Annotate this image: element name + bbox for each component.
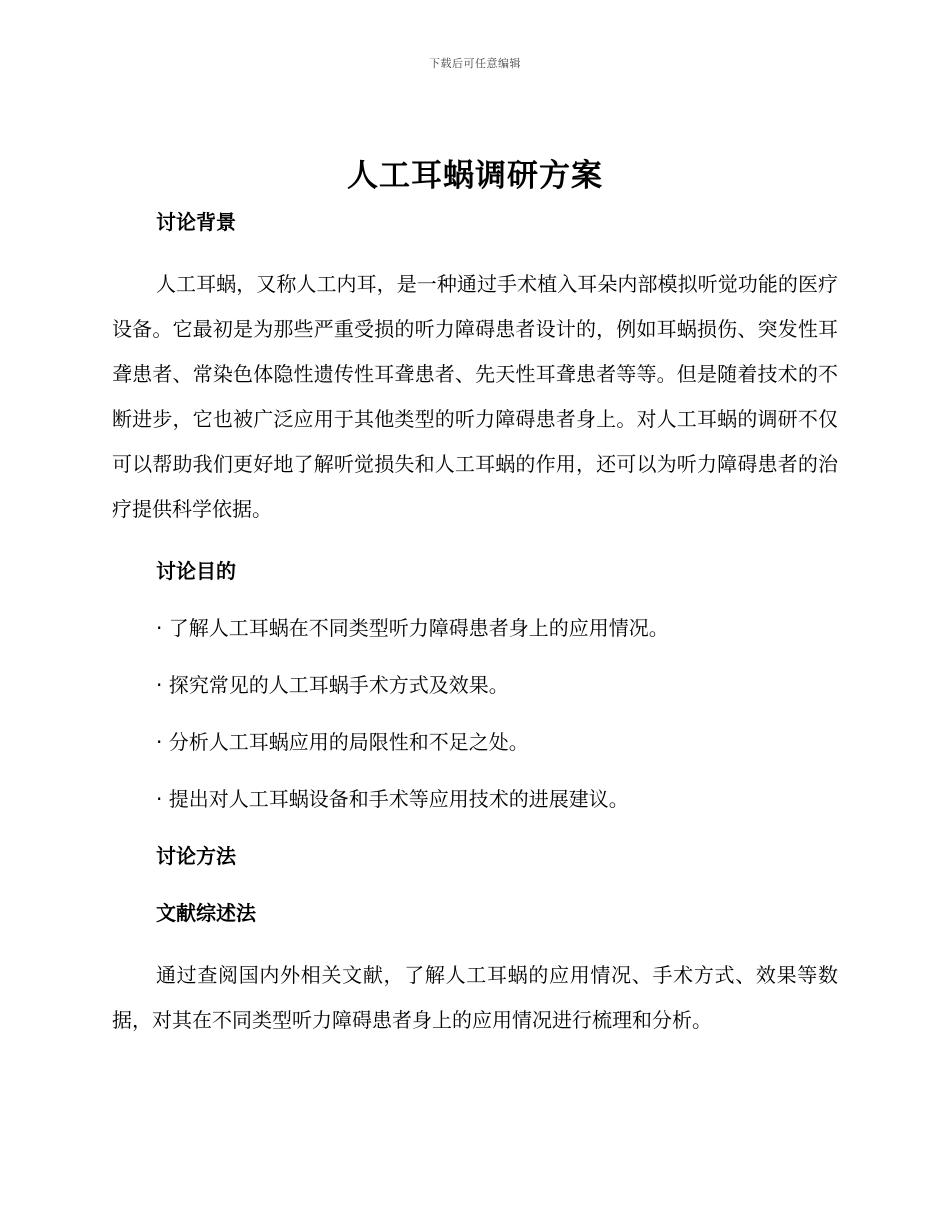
purpose-bullet-3: · 分析人工耳蜗应用的局限性和不足之处。 [156, 730, 529, 754]
purpose-bullet-2: · 探究常见的人工耳蜗手术方式及效果。 [156, 673, 509, 697]
purpose-bullet-4: · 提出对人工耳蜗设备和手术等应用技术的进展建议。 [156, 787, 629, 811]
subheading-literature-review: 文献综述法 [156, 901, 256, 925]
document-title: 人工耳蜗调研方案 [347, 158, 603, 194]
section-heading-method: 讨论方法 [156, 844, 236, 868]
section-heading-purpose: 讨论目的 [156, 559, 236, 583]
background-paragraph: 人工耳蜗，又称人工内耳，是一种通过手术植入耳朵内部模拟听觉功能的医疗设备。它最初是为那些严重受损的听力障碍患者设计的，例如耳蜗损伤、突发性耳聋患者、常染色体隐性遗传性耳聋患者、先天性耳聋患者等等。但是随着技术的不断进步，它也被广泛应用于其他类型的听力障碍患者身上。对人工耳蜗的调研不仅可以帮助我们更好地了解听觉损失和人工耳蜗的作用，还可以为听力障碍患者的治疗提供科学依据。 [112, 272, 838, 521]
header-note: 下载后可任意编辑 [429, 57, 521, 70]
document-body [112, 204, 838, 1043]
purpose-bullet-1: · 了解人工耳蜗在不同类型听力障碍患者身上的应用情况。 [156, 616, 669, 640]
method-paragraph: 通过查阅国内外相关文献，了解人工耳蜗的应用情况、手术方式、效果等数据，对其在不同类型听力障碍患者身上的应用情况进行梳理和分析。 [112, 963, 838, 1032]
section-heading-background: 讨论背景 [156, 210, 236, 234]
